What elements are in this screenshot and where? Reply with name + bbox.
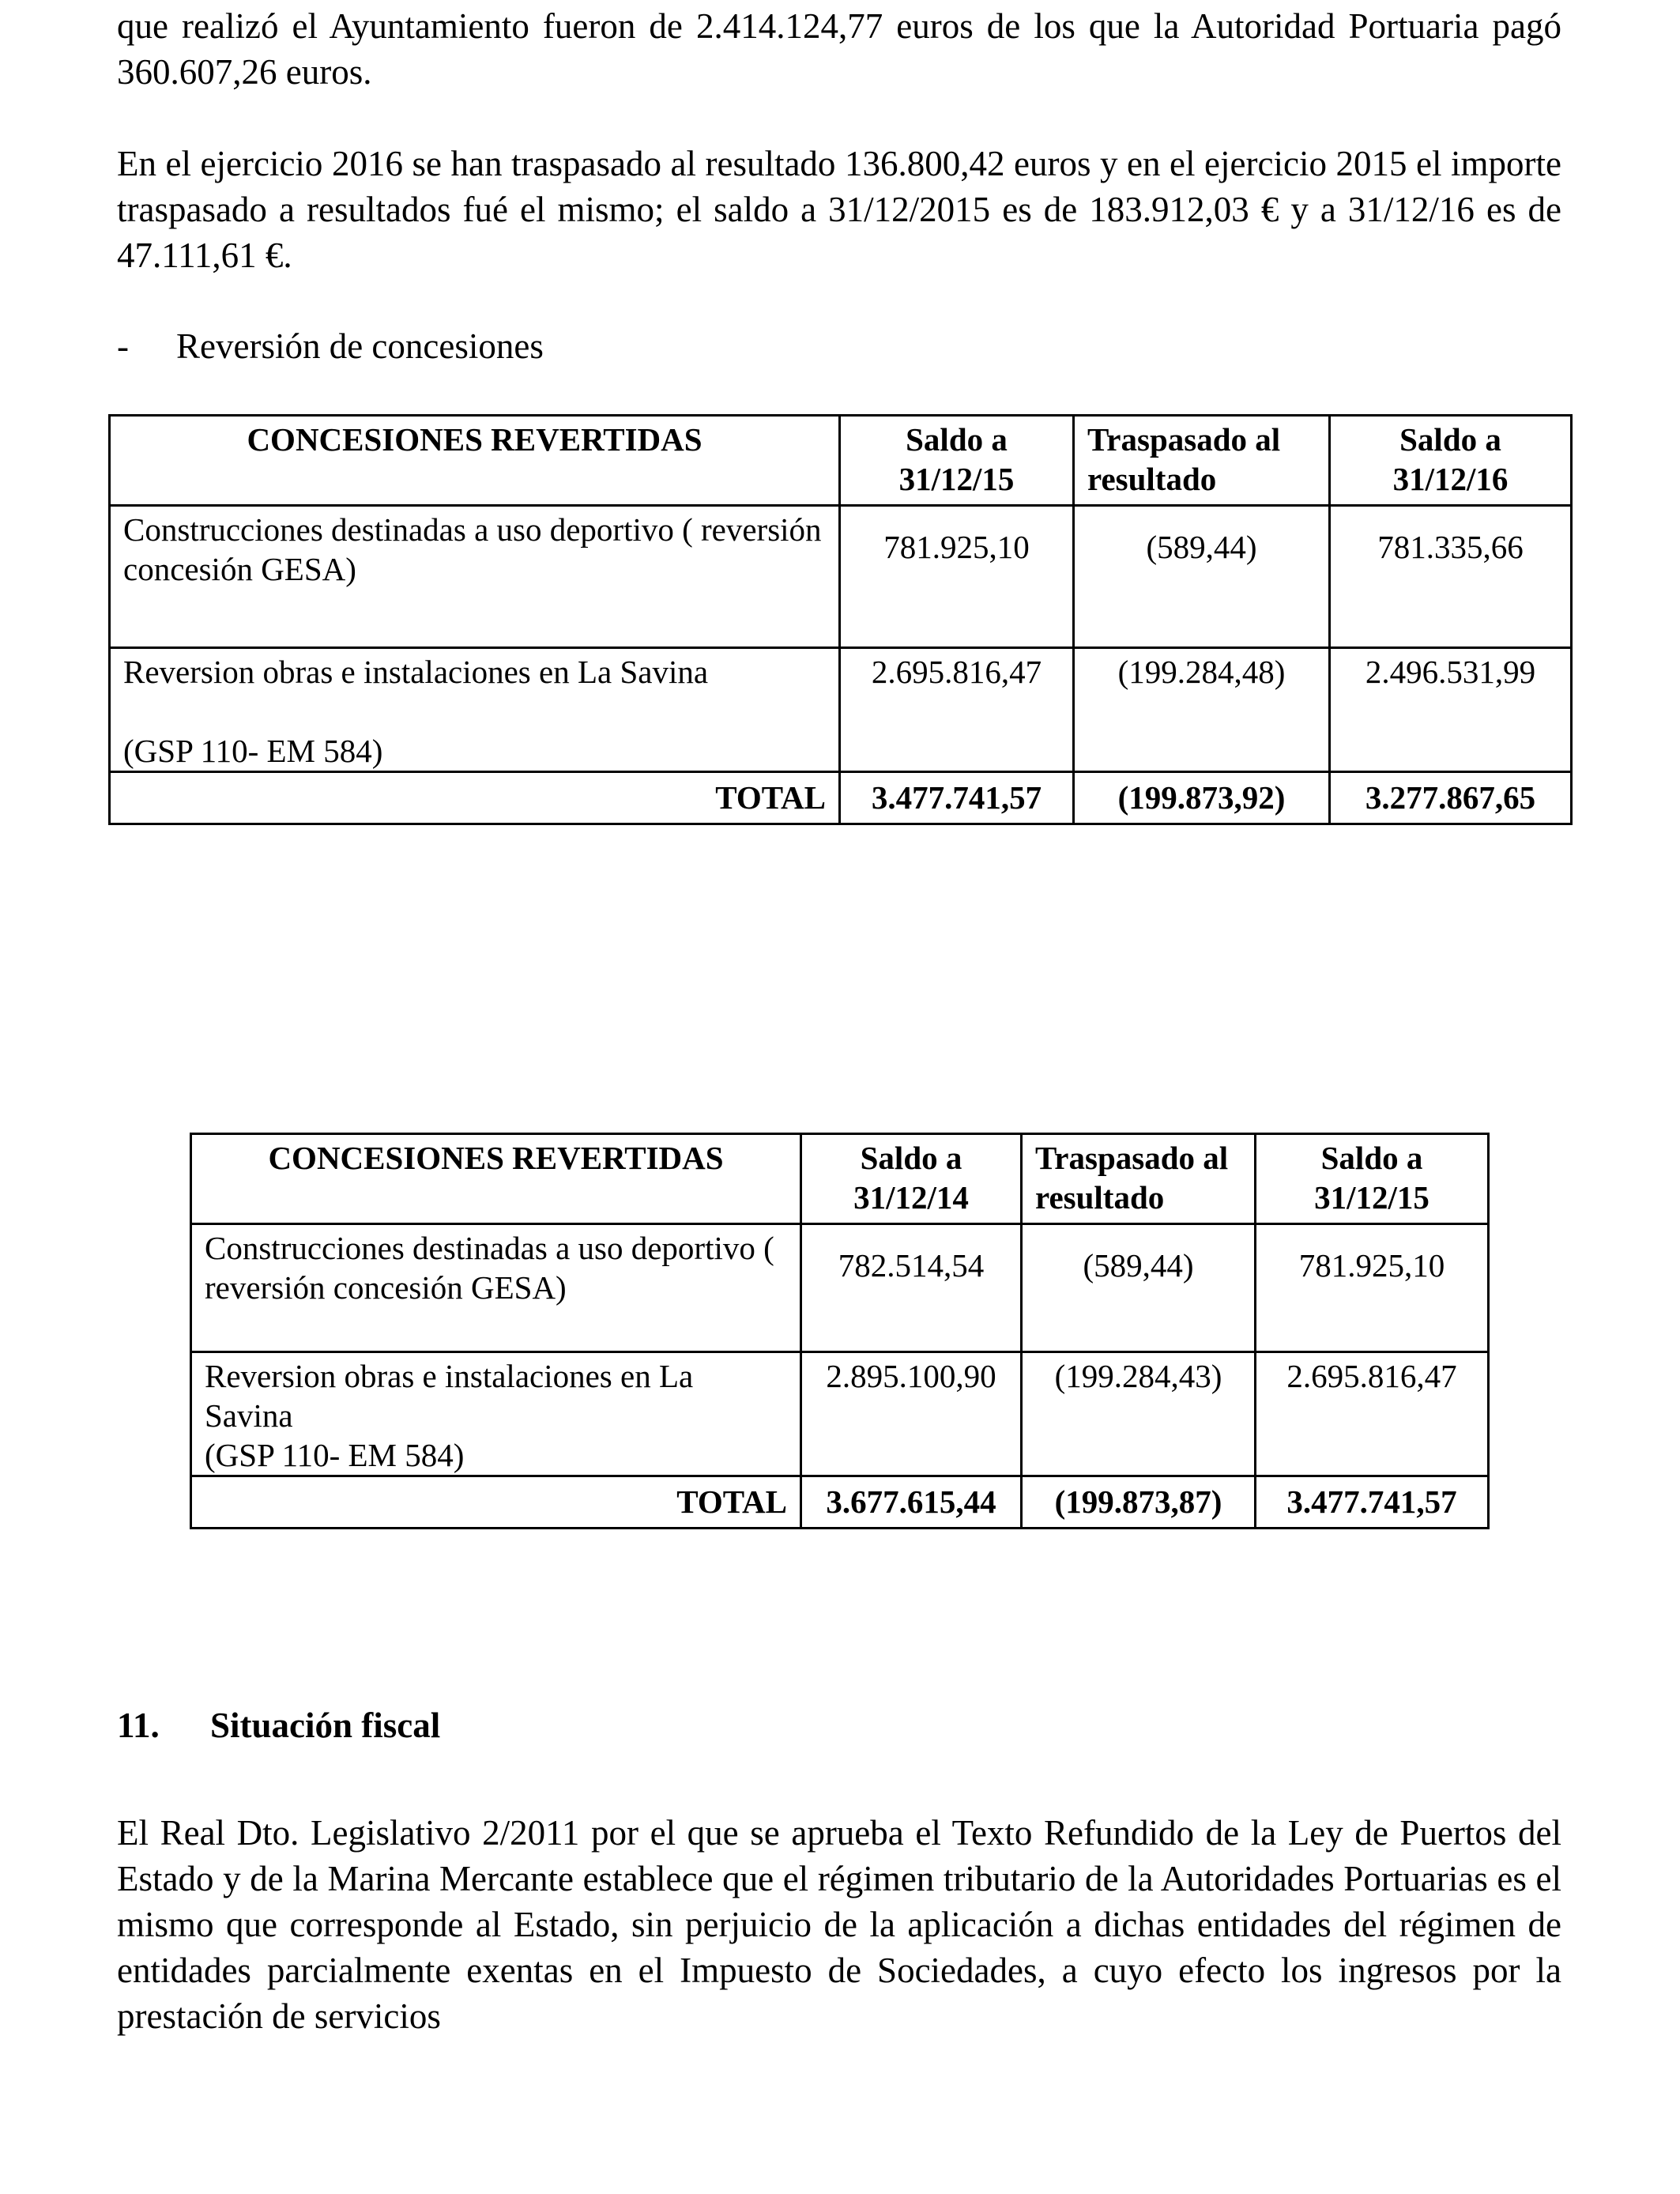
row-closing: 781.925,10: [1256, 1224, 1489, 1352]
row-opening: 782.514,54: [801, 1224, 1022, 1352]
header-concept: CONCESIONES REVERTIDAS: [110, 416, 840, 506]
row-concept-main: Reversion obras e instalaciones en La Savina: [123, 654, 709, 690]
row-concept-extra: (GSP 110- EM 584): [205, 1437, 465, 1473]
header-concept: CONCESIONES REVERTIDAS: [191, 1134, 801, 1224]
row-concept-main: Reversion obras e instalaciones en La Savina: [205, 1358, 694, 1434]
table-total-row: [110, 772, 1572, 824]
row-concept-extra: (GSP 110- EM 584): [123, 733, 383, 769]
total-opening: 3.677.615,44: [801, 1476, 1022, 1529]
row-closing: 2.695.816,47: [1256, 1352, 1489, 1476]
concessions-table-2016: [108, 414, 1573, 825]
paragraph-intro: que realizó el Ayuntamiento fueron de 2.414.124,77 euros de los que la Autoridad Portuaria pagó 360.607,26 euros.: [117, 6, 1561, 92]
table-total-row: [191, 1476, 1489, 1529]
bullet-text: Reversión de concesiones: [176, 326, 544, 366]
header-transferred: Traspasado al resultado: [1074, 416, 1330, 506]
row-transferred: (589,44): [1022, 1224, 1256, 1352]
header-closing-balance: Saldo a 31/12/15: [1256, 1134, 1489, 1224]
row-opening: 2.895.100,90: [801, 1352, 1022, 1476]
total-label: TOTAL: [110, 772, 840, 824]
row-transferred: (199.284,43): [1022, 1352, 1256, 1476]
section-number: 11.: [117, 1706, 160, 1745]
table-row: [110, 648, 1572, 772]
row-closing: 2.496.531,99: [1330, 648, 1572, 772]
total-closing: 3.277.867,65: [1330, 772, 1572, 824]
paragraph-fiscal: El Real Dto. Legislativo 2/2011 por el que se aprueba el Texto Refundido de la Ley de Puertos del Estado y de la Marina Mercante establece que el régimen tributario de la Autoridades Portuarias es el mismo que corresponde al Estado, sin perjuicio de la aplicación a dichas entidades del régimen de entidades parcialmente exentas en el Impuesto de Sociedades, a cuyo efecto los ingresos por la prestación de servicios: [117, 1813, 1561, 2036]
table-header-row: [110, 416, 1572, 506]
header-opening-balance: Saldo a 31/12/14: [801, 1134, 1022, 1224]
table-row: [191, 1224, 1489, 1352]
table-row: [191, 1352, 1489, 1476]
paragraph-transfer-summary: En el ejercicio 2016 se han traspasado al resultado 136.800,42 euros y en el ejercicio 2015 el importe traspasado a resultados fué el mismo; el saldo a 31/12/2015 es de 183.912,03 € y a 31/12/16 es de 47.111,61 €.: [117, 144, 1561, 275]
row-opening: 2.695.816,47: [840, 648, 1074, 772]
row-transferred: (589,44): [1074, 506, 1330, 648]
header-closing-balance: Saldo a 31/12/16: [1330, 416, 1572, 506]
row-opening: 781.925,10: [840, 506, 1074, 648]
row-transferred: (199.284,48): [1074, 648, 1330, 772]
concessions-table-2015: [190, 1133, 1490, 1529]
total-transferred: (199.873,92): [1074, 772, 1330, 824]
row-closing: 781.335,66: [1330, 506, 1572, 648]
table-row: [110, 506, 1572, 648]
row-concept: [191, 1352, 801, 1476]
header-opening-balance: Saldo a 31/12/15: [840, 416, 1074, 506]
total-label: TOTAL: [191, 1476, 801, 1529]
row-concept: Construcciones destinadas a uso deportivo ( reversión concesión GESA): [191, 1224, 801, 1352]
total-closing: 3.477.741,57: [1256, 1476, 1489, 1529]
section-title: Situación fiscal: [210, 1706, 441, 1745]
total-opening: 3.477.741,57: [840, 772, 1074, 824]
row-concept: [110, 648, 840, 772]
row-concept: Construcciones destinadas a uso deportivo ( reversión concesión GESA): [110, 506, 840, 648]
table-header-row: [191, 1134, 1489, 1224]
total-transferred: (199.873,87): [1022, 1476, 1256, 1529]
bullet-dash: -: [117, 326, 129, 366]
header-transferred: Traspasado al resultado: [1022, 1134, 1256, 1224]
